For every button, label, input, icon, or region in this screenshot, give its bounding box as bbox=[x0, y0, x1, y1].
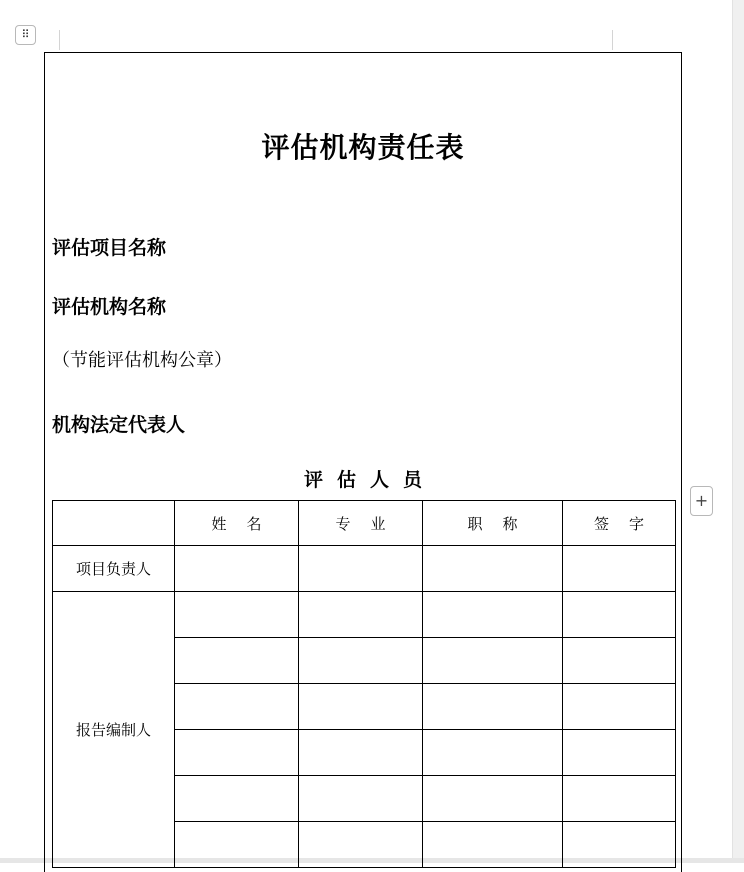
table-cell[interactable] bbox=[299, 546, 423, 592]
table-cell[interactable] bbox=[563, 684, 676, 730]
table-cell[interactable] bbox=[423, 638, 563, 684]
table-cell[interactable] bbox=[299, 638, 423, 684]
table-cell[interactable] bbox=[299, 822, 423, 868]
left-margin-guide bbox=[59, 30, 60, 50]
table-cell[interactable] bbox=[563, 592, 676, 638]
table-cell[interactable] bbox=[423, 546, 563, 592]
legal-representative-label: 机构法定代表人 bbox=[52, 414, 186, 436]
table-cell[interactable] bbox=[299, 684, 423, 730]
table-header-row bbox=[53, 501, 676, 546]
plus-icon[interactable]: + bbox=[690, 486, 713, 516]
table-cell[interactable] bbox=[175, 730, 299, 776]
project-lead-label[interactable]: 项目负责人 bbox=[53, 546, 175, 592]
header-cell-title[interactable]: 职称 bbox=[423, 501, 563, 546]
right-margin-guide bbox=[612, 30, 613, 50]
table-cell[interactable] bbox=[563, 730, 676, 776]
table-cell[interactable] bbox=[563, 546, 676, 592]
table-cell[interactable] bbox=[423, 776, 563, 822]
project-name-label: 评估项目名称 bbox=[52, 237, 167, 259]
table-cell[interactable] bbox=[175, 592, 299, 638]
header-cell-major[interactable]: 专业 bbox=[299, 501, 423, 546]
table-row bbox=[53, 592, 676, 638]
staff-table bbox=[52, 500, 676, 868]
header-cell-blank[interactable] bbox=[53, 501, 175, 546]
table-cell[interactable] bbox=[423, 592, 563, 638]
staff-section-heading: 评估人员 bbox=[303, 469, 436, 491]
table-cell[interactable] bbox=[423, 822, 563, 868]
table-cell[interactable] bbox=[175, 776, 299, 822]
table-cell[interactable] bbox=[299, 592, 423, 638]
right-scroll-gutter bbox=[732, 0, 744, 863]
table-cell[interactable] bbox=[299, 776, 423, 822]
table-cell[interactable] bbox=[175, 822, 299, 868]
seal-note: （节能评估机构公章） bbox=[52, 350, 232, 371]
table-cell[interactable] bbox=[563, 776, 676, 822]
drag-handle-icon[interactable]: ⠿ bbox=[15, 25, 36, 45]
report-author-label[interactable]: 报告编制人 bbox=[53, 592, 175, 868]
table-cell[interactable] bbox=[175, 638, 299, 684]
table-cell[interactable] bbox=[423, 684, 563, 730]
table-cell[interactable] bbox=[423, 730, 563, 776]
agency-name-label: 评估机构名称 bbox=[52, 296, 167, 318]
header-cell-signature[interactable]: 签字 bbox=[563, 501, 676, 546]
table-cell[interactable] bbox=[563, 638, 676, 684]
table-row bbox=[53, 546, 676, 592]
header-cell-name[interactable]: 姓名 bbox=[175, 501, 299, 546]
table-cell[interactable] bbox=[175, 546, 299, 592]
table-cell[interactable] bbox=[299, 730, 423, 776]
table-cell[interactable] bbox=[175, 684, 299, 730]
table-cell[interactable] bbox=[563, 822, 676, 868]
document-title: 评估机构责任表 bbox=[261, 131, 465, 164]
